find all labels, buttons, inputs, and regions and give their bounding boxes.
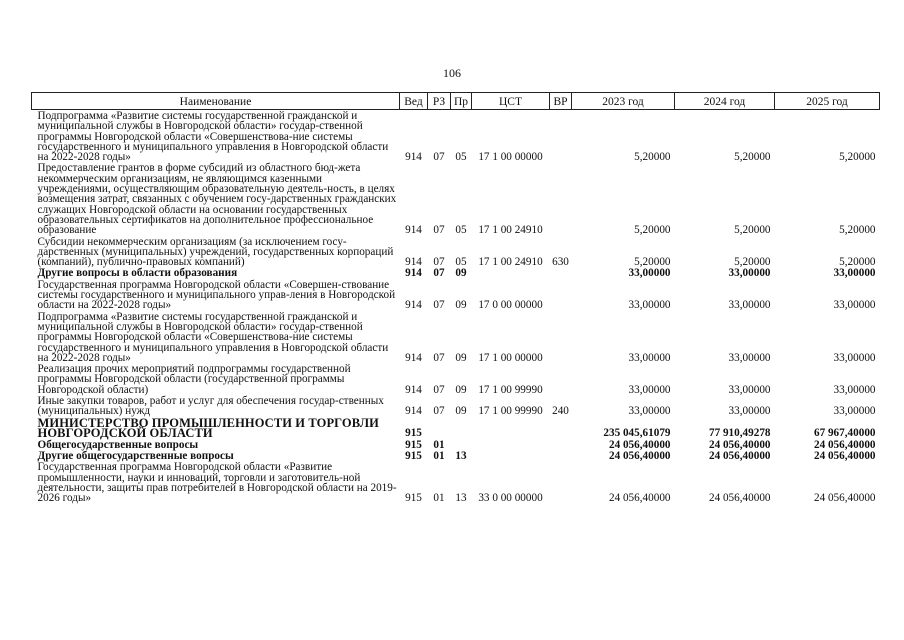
row-ved: 915	[405, 438, 422, 451]
table-row	[32, 439, 880, 450]
table-body	[32, 110, 880, 504]
row-cst	[472, 439, 550, 450]
row-pr: 09	[455, 267, 467, 280]
row-pr	[451, 417, 472, 439]
row-value-2024: 33,00000	[728, 351, 771, 364]
header-vr: ВР	[550, 93, 572, 110]
row-value-2023: 235 045,61079	[603, 427, 671, 440]
row-vr	[550, 311, 572, 363]
row-vr	[550, 162, 572, 235]
row-value-2024: 24 056,40000	[708, 438, 771, 451]
row-rz: 01	[433, 492, 445, 505]
page-number: 106	[443, 66, 461, 80]
row-vr	[550, 461, 572, 503]
row-cst	[472, 267, 550, 278]
row-value-2024: 33,00000	[728, 383, 771, 396]
row-pr: 05	[455, 224, 467, 237]
row-rz	[428, 417, 451, 439]
row-rz: 07	[433, 267, 445, 280]
table-row	[32, 311, 880, 363]
row-name: Другие вопросы в области образования	[37, 267, 238, 280]
row-cst	[472, 450, 550, 461]
header-pr: Пр	[451, 93, 472, 110]
row-vr: 240	[552, 405, 569, 418]
row-ved: 915	[405, 449, 422, 462]
row-name: МИНИСТЕРСТВО ПРОМЫШЛЕННОСТИ И ТОРГОВЛИ НОВГОРОДСКОЙ ОБЛАСТИ	[37, 415, 379, 441]
table-row	[32, 363, 880, 395]
row-value-2023: 33,00000	[628, 405, 671, 418]
row-value-2024: 24 056,40000	[708, 449, 771, 462]
row-pr: 13	[455, 492, 467, 505]
header-2023: 2023 год	[572, 93, 675, 110]
row-value-2025: 24 056,40000	[813, 449, 876, 462]
row-rz: 01	[433, 449, 445, 462]
row-value-2023: 24 056,40000	[608, 438, 671, 451]
header-2025: 2025 год	[775, 93, 880, 110]
row-cst: 17 1 00 00000	[478, 151, 543, 164]
table-row	[32, 279, 880, 311]
row-ved: 914	[405, 224, 422, 237]
row-name: Государственная программа Новгородской области «Развитие промышленности, науки и инноваций, торговли и заготовитель-ной деятельности, защиты прав потребителей в Новгородской области на 2019-2026 годы»	[37, 461, 397, 505]
row-ved: 914	[405, 351, 422, 364]
row-value-2024: 33,00000	[728, 405, 771, 418]
header-ved: Вед	[400, 93, 428, 110]
row-cst: 33 0 00 00000	[478, 492, 543, 505]
row-vr	[550, 450, 572, 461]
row-value-2025: 5,20000	[839, 224, 876, 237]
row-value-2023: 33,00000	[628, 267, 671, 280]
row-rz: 01	[433, 438, 445, 451]
row-pr: 09	[455, 351, 467, 364]
row-vr	[550, 439, 572, 450]
row-cst: 17 1 00 24910	[478, 256, 543, 269]
row-cst: 17 1 00 24910	[478, 224, 543, 237]
row-value-2024: 77 910,49278	[708, 427, 771, 440]
table-row	[32, 236, 880, 268]
table-row	[32, 461, 880, 503]
row-cst: 17 1 00 00000	[478, 351, 543, 364]
row-pr: 05	[455, 256, 467, 269]
row-pr: 09	[455, 383, 467, 396]
row-value-2025: 5,20000	[839, 256, 876, 269]
row-value-2025: 67 967,40000	[813, 427, 876, 440]
row-value-2023: 5,20000	[634, 151, 671, 164]
row-value-2023: 24 056,40000	[608, 492, 671, 505]
table-header-row	[32, 93, 880, 110]
row-value-2023: 33,00000	[628, 351, 671, 364]
row-value-2024: 5,20000	[734, 224, 771, 237]
row-rz: 07	[433, 224, 445, 237]
row-cst: 17 1 00 99990	[478, 383, 543, 396]
row-value-2025: 33,00000	[833, 267, 876, 280]
row-value-2025: 33,00000	[833, 299, 876, 312]
row-cst: 17 1 00 99990	[478, 405, 543, 418]
row-rz: 07	[433, 299, 445, 312]
row-value-2024: 5,20000	[734, 151, 771, 164]
row-vr	[550, 267, 572, 278]
row-value-2025: 33,00000	[833, 383, 876, 396]
row-value-2025: 24 056,40000	[813, 438, 876, 451]
header-cst: ЦСТ	[472, 93, 550, 110]
row-rz: 07	[433, 405, 445, 418]
row-ved: 915	[405, 427, 422, 440]
row-value-2025: 33,00000	[833, 405, 876, 418]
row-cst	[472, 417, 550, 439]
row-ved: 914	[405, 299, 422, 312]
row-value-2024: 24 056,40000	[708, 492, 771, 505]
row-ved: 914	[405, 151, 422, 164]
row-ved: 914	[405, 405, 422, 418]
row-vr	[550, 279, 572, 311]
row-name: Подпрограмма «Развитие системы государственной гражданской и муниципальной службы в Новгородской области» государ-ственной программы Новгородской области «Совершенствова-ние системы государственного и муниципального управления в Новгородской области на 2022-2028 годы»	[37, 310, 389, 364]
row-value-2023: 5,20000	[634, 224, 671, 237]
row-pr	[451, 439, 472, 450]
row-vr	[550, 363, 572, 395]
table-row	[32, 162, 880, 235]
row-pr: 13	[455, 449, 467, 462]
row-value-2025: 24 056,40000	[813, 492, 876, 505]
row-rz: 07	[433, 351, 445, 364]
row-value-2023: 24 056,40000	[608, 449, 671, 462]
budget-table	[31, 92, 880, 503]
row-value-2023: 33,00000	[628, 299, 671, 312]
row-vr	[550, 110, 572, 163]
row-name: Общегосударственные вопросы	[37, 438, 199, 451]
row-ved: 915	[405, 492, 422, 505]
row-pr: 09	[455, 299, 467, 312]
header-2024: 2024 год	[675, 93, 775, 110]
row-value-2025: 5,20000	[839, 151, 876, 164]
row-ved: 914	[405, 267, 422, 280]
row-value-2025: 33,00000	[833, 351, 876, 364]
row-vr: 630	[552, 256, 569, 269]
row-name: Субсидии некоммерческим организациям (за исключением госу-дарственных (муниципальных) учреждений, государственных корпораций (компаний), публично-правовых компаний)	[37, 235, 394, 269]
header-rz: РЗ	[428, 93, 451, 110]
row-rz: 07	[433, 256, 445, 269]
row-cst: 17 0 00 00000	[478, 299, 543, 312]
row-vr	[550, 417, 572, 439]
row-name: Иные закупки товаров, работ и услуг для обеспечения государ-ственных (муниципальных) нужд	[37, 395, 384, 418]
row-name: Реализация прочих мероприятий подпрограммы государственной программы Новгородской области (государственной программы Новгородской области)	[37, 363, 351, 396]
row-value-2023: 33,00000	[628, 383, 671, 396]
table-row	[32, 267, 880, 278]
row-name: Государственная программа Новгородской области «Совершен-ствование системы государственного и муниципального управ-ления в Новгородской области на 2022-2028 годы»	[37, 278, 396, 312]
row-value-2024: 5,20000	[734, 256, 771, 269]
row-rz: 07	[433, 383, 445, 396]
table-row	[32, 110, 880, 163]
row-name: Другие общегосударственные вопросы	[37, 449, 234, 462]
table-row	[32, 450, 880, 461]
row-name: Подпрограмма «Развитие системы государственной гражданской и муниципальной службы в Новгородской области» государ-ственной программы Новгородской области «Совершенствова-ние системы государственного и муниципального управления в Новгородской области на 2022-2028 годы»	[37, 110, 389, 164]
row-rz: 07	[433, 151, 445, 164]
row-pr: 05	[455, 151, 467, 164]
row-pr: 09	[455, 405, 467, 418]
row-ved: 914	[405, 256, 422, 269]
row-value-2024: 33,00000	[728, 267, 771, 280]
row-name: Предоставление грантов в форме субсидий из областного бюд-жета некоммерческим организациям, не являющимся казенными учреждениями, осуществляющим образовательную деятель-ность, в целях возмещения затрат, связанных с обучением госу-дарственных гражданских служащих Новгородской области на основании государственных образовательных сертификатов на дополнительное профессиональное образование	[37, 162, 397, 237]
header-name: Наименование	[32, 93, 400, 110]
row-value-2023: 5,20000	[634, 256, 671, 269]
table-row	[32, 417, 880, 439]
row-ved: 914	[405, 383, 422, 396]
table-row	[32, 395, 880, 417]
row-value-2024: 33,00000	[728, 299, 771, 312]
